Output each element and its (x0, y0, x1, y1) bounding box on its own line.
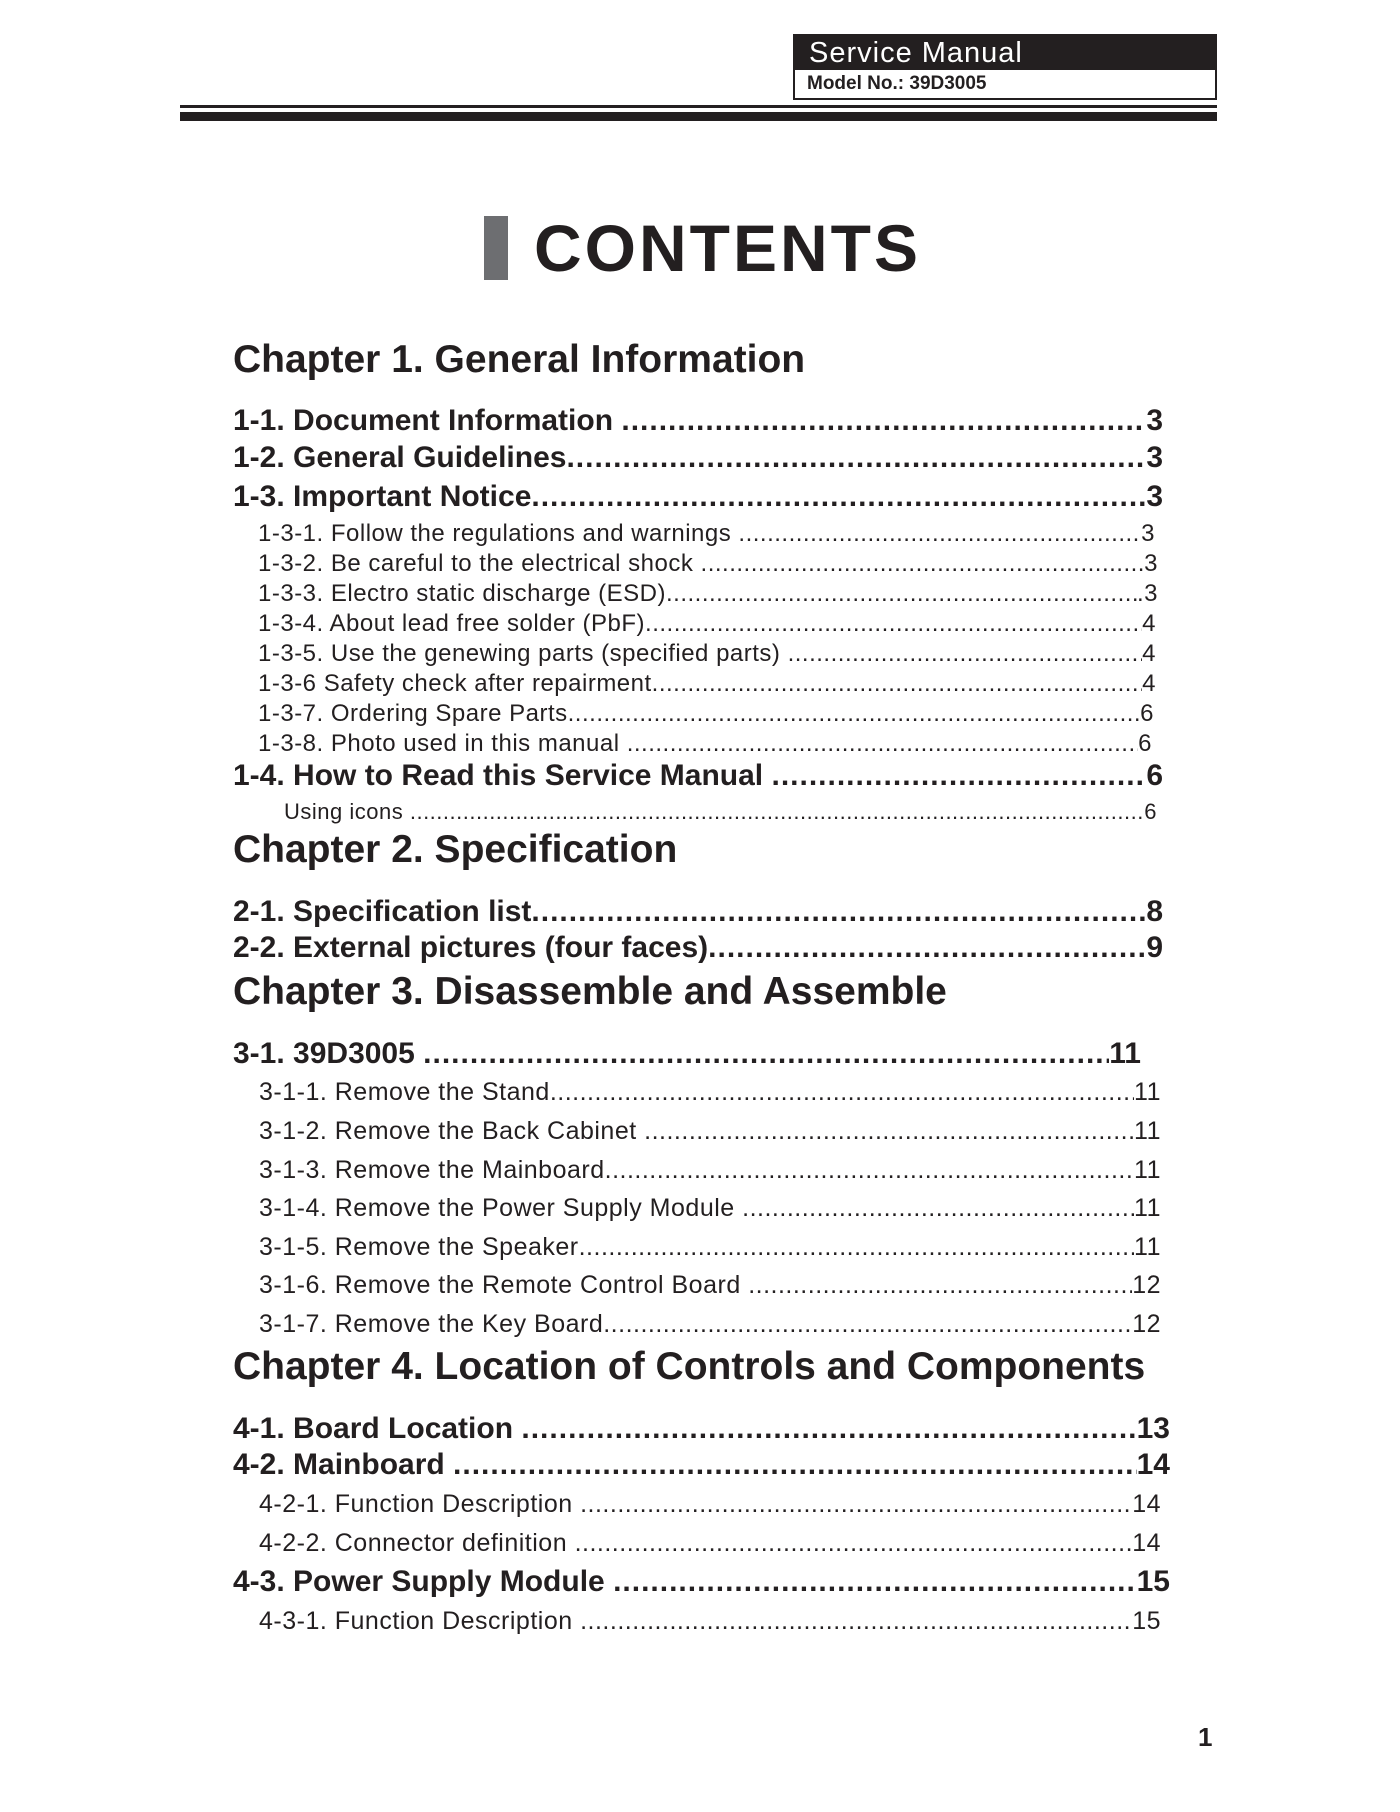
toc-entry-text: 4-1. Board Location (233, 1412, 514, 1445)
toc-entry-page: 3 (1146, 404, 1163, 437)
toc-entry-page: 15 (1136, 1565, 1170, 1598)
toc-entry-text: 3-1-2. Remove the Back Cabinet (259, 1117, 637, 1145)
toc-entry-page: 13 (1136, 1412, 1170, 1445)
toc-entry-text: 3-1-6. Remove the Remote Control Board (259, 1271, 741, 1299)
toc-entry-1-3-3[interactable] (258, 579, 1158, 609)
toc-entry-text: 1-4. How to Read this Service Manual (233, 759, 764, 792)
toc-entry-4-2-2[interactable] (259, 1527, 1161, 1559)
toc-entry-1-3-2[interactable] (258, 549, 1158, 579)
toc-entry-text: 3-1-1. Remove the Stand (259, 1078, 550, 1106)
manual-title: Service Manual (795, 36, 1215, 70)
chapter-2-heading: Chapter 2. Specification (233, 828, 678, 871)
toc-entry-page: 12 (1132, 1310, 1161, 1338)
toc-entry-using-icons[interactable] (284, 797, 1157, 827)
toc-entry-page: 3 (1141, 520, 1155, 547)
toc-entry-text: 4-2-2. Connector definition (259, 1529, 568, 1557)
toc-entry-page: 11 (1134, 1156, 1161, 1184)
toc-entry-3-1-7[interactable] (259, 1308, 1161, 1340)
toc-entry-text: 4-3-1. Function Description (259, 1607, 573, 1635)
toc-entry-3-1-1[interactable] (259, 1076, 1161, 1108)
toc-entry-page: 15 (1132, 1607, 1161, 1635)
toc-entry-3-1[interactable] (233, 1036, 1141, 1072)
toc-entry-page: 6 (1146, 759, 1163, 792)
toc-entry-page: 12 (1132, 1271, 1161, 1299)
toc-entry-3-1-5[interactable] (259, 1231, 1161, 1263)
toc-entry-page: 6 (1138, 730, 1152, 757)
toc-entry-text: 1-3-7. Ordering Spare Parts (258, 700, 568, 727)
manual-header-box (793, 34, 1217, 100)
toc-entry-1-3-1[interactable] (258, 519, 1155, 549)
toc-entry-1-3-5[interactable] (258, 639, 1156, 669)
toc-entry-page: 4 (1142, 640, 1156, 667)
toc-entry-text: 1-3-2. Be careful to the electrical shock (258, 550, 694, 577)
toc-entry-1-3-8[interactable] (258, 729, 1152, 759)
toc-entry-1-4[interactable] (233, 758, 1163, 794)
toc-entry-page: 11 (1134, 1078, 1161, 1106)
toc-entry-1-3[interactable] (233, 479, 1163, 515)
toc-entry-text: 1-3. Important Notice (233, 480, 532, 513)
toc-entry-text: 3-1-7. Remove the Key Board (259, 1310, 604, 1338)
toc-entry-page: 3 (1144, 550, 1158, 577)
toc-entry-page: 6 (1144, 799, 1157, 824)
toc-entry-page: 3 (1146, 480, 1163, 513)
toc-entry-3-1-2[interactable] (259, 1115, 1161, 1147)
toc-entry-text: 3-1. 39D3005 (233, 1037, 415, 1070)
toc-entry-page: 4 (1142, 670, 1156, 697)
toc-entry-page: 14 (1132, 1529, 1161, 1557)
header-rule-thick (180, 112, 1217, 121)
toc-entry-1-2[interactable] (233, 440, 1163, 476)
toc-entry-text: 1-3-1. Follow the regulations and warnings (258, 520, 732, 547)
toc-entry-4-2-1[interactable] (259, 1488, 1161, 1520)
toc-entry-text: 2-1. Specification list (233, 895, 532, 928)
toc-entry-1-3-4[interactable] (258, 609, 1156, 639)
toc-entry-page: 11 (1134, 1233, 1161, 1261)
toc-entry-text: Using icons (284, 799, 404, 824)
toc-entry-text: 2-2. External pictures (four faces) (233, 931, 709, 964)
toc-entry-2-2[interactable] (233, 930, 1163, 966)
toc-entry-4-3[interactable] (233, 1564, 1170, 1600)
toc-entry-3-1-4[interactable] (259, 1192, 1161, 1224)
chapter-3-heading: Chapter 3. Disassemble and Assemble (233, 970, 947, 1013)
toc-entry-page: 4 (1142, 610, 1156, 637)
model-number: Model No.: 39D3005 (795, 70, 1215, 98)
toc-entry-text: 3-1-4. Remove the Power Supply Module (259, 1194, 735, 1222)
toc-entry-text: 1-3-4. About lead free solder (PbF) (258, 610, 646, 637)
toc-entry-page: .3 (1136, 580, 1158, 607)
toc-entry-text: 1-3-5. Use the genewing parts (specified parts) (258, 640, 781, 667)
toc-entry-page: 11 (1109, 1037, 1141, 1070)
toc-entry-page: 8 (1146, 895, 1163, 928)
page-number: 1 (1198, 1722, 1213, 1752)
toc-entry-1-1[interactable] (233, 403, 1163, 439)
toc-entry-page: 11 (1134, 1194, 1161, 1222)
toc-entry-text: 4-3. Power Supply Module (233, 1565, 605, 1598)
chapter-1-heading: Chapter 1. General Information (233, 338, 806, 381)
toc-entry-text: 4-2-1. Function Description (259, 1490, 573, 1518)
page-title: CONTENTS (534, 211, 921, 285)
toc-entry-3-1-6[interactable] (259, 1269, 1161, 1301)
toc-entry-text: 1-3-6 Safety check after repairment (258, 670, 652, 697)
toc-entry-2-1[interactable] (233, 894, 1163, 930)
chapter-4-heading: Chapter 4. Location of Controls and Components (233, 1345, 1146, 1388)
toc-entry-page: 3 (1146, 441, 1163, 474)
toc-entry-1-3-7[interactable] (258, 699, 1154, 729)
toc-entry-text: 1-1. Document Information (233, 404, 614, 437)
toc-entry-page: 6 (1140, 700, 1154, 727)
toc-entry-text: 3-1-5. Remove the Speaker (259, 1233, 579, 1261)
toc-entry-1-3-6[interactable] (258, 669, 1156, 699)
toc-entry-3-1-3[interactable] (259, 1154, 1161, 1186)
toc-entry-text: 1-2. General Guidelines (233, 441, 567, 474)
toc-entry-4-1[interactable] (233, 1411, 1170, 1447)
toc-entry-text: 1-3-3. Electro static discharge (ESD) (258, 580, 666, 607)
toc-entry-page: 11 (1134, 1117, 1161, 1145)
toc-entry-page: 14 (1132, 1490, 1161, 1518)
toc-entry-4-3-1[interactable] (259, 1605, 1161, 1637)
title-accent-bar (484, 216, 508, 280)
toc-entry-text: 4-2. Mainboard (233, 1448, 445, 1481)
toc-entry-text: 3-1-3. Remove the Mainboard (259, 1156, 605, 1184)
header-rule-thin (180, 105, 1217, 108)
toc-entry-4-2[interactable] (233, 1447, 1170, 1483)
toc-entry-text: 1-3-8. Photo used in this manual (258, 730, 620, 757)
toc-entry-page: 14 (1136, 1448, 1170, 1481)
toc-entry-page: 9 (1146, 931, 1163, 964)
